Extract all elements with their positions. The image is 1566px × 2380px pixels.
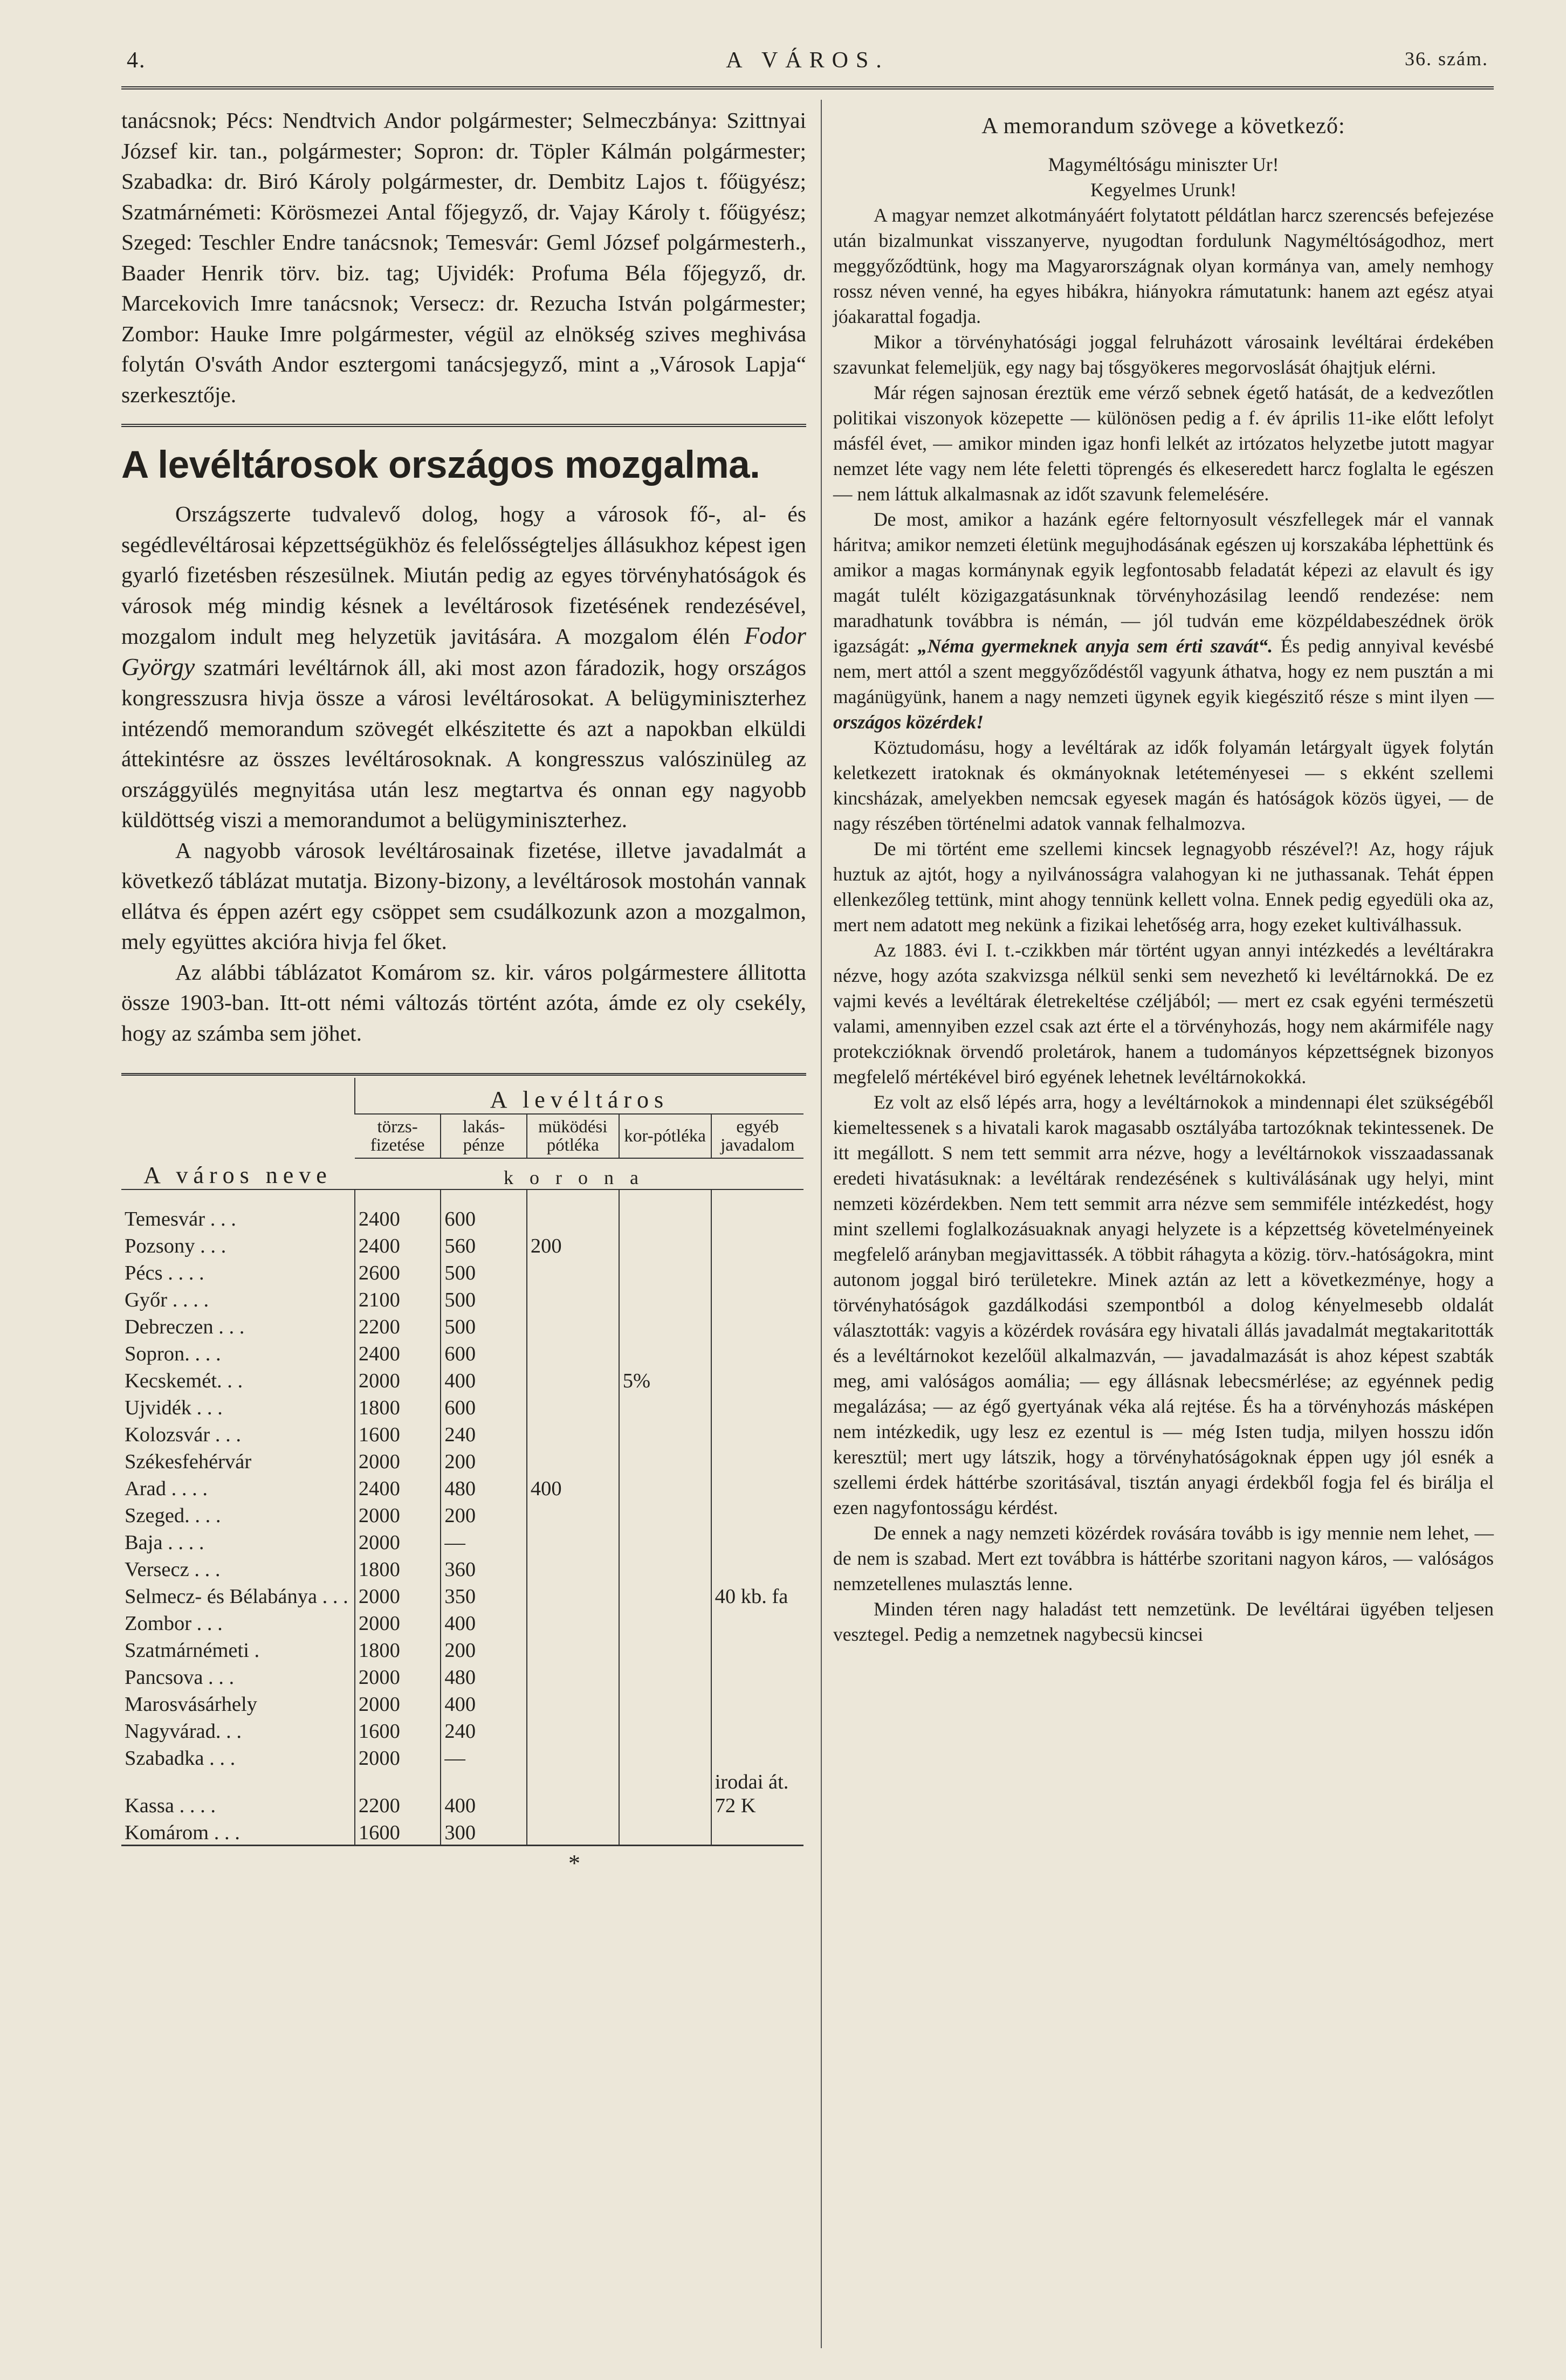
operating-cell	[527, 1285, 619, 1312]
housing-cell: 600	[441, 1339, 526, 1366]
city-cell: Kassa . . . .	[125, 1794, 216, 1817]
base-salary-cell: 2600	[355, 1258, 441, 1285]
table-row	[121, 1231, 803, 1258]
age-bonus-cell	[619, 1818, 711, 1845]
table-row	[121, 1635, 803, 1662]
table-row	[121, 1662, 803, 1689]
base-salary-cell: 1600	[355, 1420, 441, 1447]
other-income-cell: 40 kb. fa	[711, 1581, 803, 1608]
base-salary-cell: 1800	[355, 1635, 441, 1662]
table-row	[121, 1528, 803, 1554]
other-income-cell	[711, 1662, 803, 1689]
city-cell: Pancsova . . .	[125, 1666, 235, 1689]
table-row	[121, 1285, 803, 1312]
right-column	[833, 113, 1494, 1647]
salutation-1: Magyméltóságu miniszter Ur!	[1048, 154, 1279, 175]
column-divider	[821, 100, 822, 2348]
city-cell: Zombor . . .	[125, 1612, 223, 1635]
housing-cell: 300	[441, 1818, 526, 1845]
housing-cell: 400	[441, 1366, 526, 1393]
p1-text-b: szatmári levéltárnok áll, aki most azon fáradozik, hogy országos kongresszusra hivja össze a városi levéltárosokat. A belügyminiszterhez intézendő memorandum szövegét elkészitette és azt a napokban elküldi áttekintésre az összes levéltárosoknak. A kongresszus valószinüleg az országgyülés megnyitása után lesz megtartva és onnan egy nagyobb küldöttség viszi a memorandumot a belügyminiszterhez.	[121, 655, 806, 832]
age-bonus-cell	[619, 1689, 711, 1716]
page-number: 4.	[127, 48, 146, 73]
city-cell: Kecskemét. . .	[125, 1370, 243, 1392]
issue-number: 36. szám.	[1405, 48, 1488, 70]
table-row	[121, 1189, 803, 1231]
base-salary-cell: 2100	[355, 1285, 441, 1312]
table-row	[121, 1501, 803, 1528]
operating-cell	[527, 1366, 619, 1393]
person-name: Fodor György	[121, 622, 806, 680]
table-row	[121, 1312, 803, 1339]
table-row	[121, 1770, 803, 1818]
operating-cell	[527, 1689, 619, 1716]
city-cell: Arad . . . .	[125, 1477, 208, 1500]
table-bottom-rule	[121, 1845, 803, 1846]
age-bonus-cell	[619, 1258, 711, 1285]
age-bonus-cell	[619, 1635, 711, 1662]
city-cell: Selmecz- és Bélabánya . . .	[125, 1585, 348, 1608]
memo-paragraph-7: Az 1883. évi I. t.-czikkben már történt ugyan annyi intézkedés a levéltárakra nézve, hogy azóta szakvizsga nélkül senki sem nevezhető ki levéltárnokká. De ez vajmi kevés a levéltárak életrekeltése czéljából; — mert ez csak egyéni természetü valami, amennyiben ezzel csak azt érte el a törvényhozás, hogy nem akármiféle nagy protekczióknak örvendő proletárok, hanem a tudományos képzettségnek bizonyos megfelelő mértékével biró egyének lehetnek levéltárnokokká.	[833, 939, 1494, 1088]
housing-cell: 480	[441, 1474, 526, 1501]
city-cell: Szeged. . . .	[125, 1504, 221, 1527]
housing-cell: 240	[441, 1420, 526, 1447]
housing-cell: 500	[441, 1258, 526, 1285]
base-salary-cell: 1800	[355, 1393, 441, 1420]
base-salary-cell: 2000	[355, 1608, 441, 1635]
memo-paragraph-10: Minden téren nagy haladást tett nemzetünk. De levéltárai ügyében teljesen vesztegel. Pedig a nemzetnek nagybecsü kincsei	[833, 1598, 1494, 1645]
other-income-cell	[711, 1189, 803, 1231]
p4-text-a: De most, amikor a hazánk egére feltornyosult vészfellegek már el vannak háritva; amikor nemzeti életünk megujhodásának egészen uj korszakába léphettünk és amikor a magas kormánynak egyik legfontosabb feladatát képezi az elavult és igy magát tulélt közigazgatásunknak törvényhozásilag leendő rendezése: nem maradhatunk továbbra is némán, — jól tudván eme közpéldabeszédnek örök igazságát:	[833, 508, 1494, 657]
memorandum-body	[833, 152, 1494, 1647]
city-cell: Sopron. . . .	[125, 1343, 221, 1365]
journal-title: A VÁROS.	[726, 48, 889, 73]
base-salary-cell: 2400	[355, 1231, 441, 1258]
operating-cell	[527, 1743, 619, 1770]
housing-cell: 600	[441, 1189, 526, 1231]
housing-cell: 560	[441, 1231, 526, 1258]
memo-paragraph-5: Köztudomásu, hogy a levéltárak az idők folyamán letárgyalt ügyek folytán keletkezett iratoknak és okmányoknak letéteményesei — s ekként szellemi kincsházak, amelyekben nemcsak egyesek magán és hatóságok közös ügyei, — de nagy részében történelmi adatok vannak felhalmozva.	[833, 737, 1494, 834]
base-salary-cell: 1800	[355, 1554, 441, 1581]
memo-paragraph-1: A magyar nemzet alkotmányáért folytatott példátlan harcz szerencsés befejezése után bizalmunkat visszanyerve, nyugodtan fordulunk Nagyméltóságodhoz, mert meggyőződtünk, hogy ma Magyarországnak olyan kormánya van, amely nemhogy rossz néven venné, ha egyes hibákra, hiányokra rámutatunk: hanem azt egész atyai jóakarattal fogadja.	[833, 204, 1494, 327]
housing-cell: 200	[441, 1447, 526, 1474]
table-body	[121, 1189, 803, 1845]
footer-mark: *	[568, 1850, 580, 1876]
operating-cell	[527, 1770, 619, 1818]
city-cell: Temesvár . . .	[125, 1208, 236, 1230]
table-row	[121, 1554, 803, 1581]
city-cell: Baja . . . .	[125, 1531, 204, 1554]
city-cell: Pozsony . . .	[125, 1235, 226, 1257]
p1-text-a: Országszerte tudvalevő dolog, hogy a városok fő-, al- és segédlevéltárosai képzettségükhöz és felelősségteljes állásukhoz képest igen gyarló fizetésben részesülnek. Miután pedig az egyes törvényhatóságok és városok még mindig késnek a levéltárosok fizetésének rendezésével, mozgalom indult meg helyzetük javitására. A mozgalom élén	[121, 501, 806, 649]
unit-header: korona	[355, 1158, 803, 1189]
operating-cell	[527, 1312, 619, 1339]
housing-cell: 240	[441, 1716, 526, 1743]
table-row	[121, 1339, 803, 1366]
base-salary-cell: 2400	[355, 1339, 441, 1366]
other-income-cell	[711, 1339, 803, 1366]
city-column-header: A város neve	[121, 1078, 355, 1189]
age-bonus-cell	[619, 1770, 711, 1818]
table-row	[121, 1258, 803, 1285]
age-bonus-cell	[619, 1474, 711, 1501]
housing-cell: 400	[441, 1770, 526, 1818]
operating-cell	[527, 1447, 619, 1474]
article-paragraph-2: A nagyobb városok levéltárosainak fizetése, illetve javadalmát a következő táblázat mutatja. Bizony-bizony, a levéltárosok mostohán vannak ellátva és éppen azért egy csöppet sem csudálkozunk azon a mozgalmon, mely együttes akcióra hivja fel őket.	[121, 837, 806, 954]
city-cell: Győr . . . .	[125, 1289, 209, 1311]
salary-table	[121, 1078, 803, 1845]
base-salary-cell: 2400	[355, 1189, 441, 1231]
memo-paragraph-6: De mi történt eme szellemi kincsek legnagyobb részével?! Az, hogy rájuk huztuk az ajtót, hogy a nyilvánosságra valahogyan ki ne juthassanak. Tehát éppen ellenkezőleg tettünk, mint ahogy tennünk kellett volna. Ennek pedig egyedüli oka az, mert nem adatott meg nekünk a fizikai lehetőség arra, hogy ezeket kultiválhassuk.	[833, 838, 1494, 936]
housing-cell: —	[441, 1743, 526, 1770]
other-income-cell	[711, 1716, 803, 1743]
city-cell: Pécs . . . .	[125, 1262, 204, 1284]
header-rule	[121, 86, 1494, 90]
other-income-cell	[711, 1554, 803, 1581]
city-cell: Marosvásárhely	[125, 1693, 257, 1716]
housing-cell: 600	[441, 1393, 526, 1420]
age-bonus-cell	[619, 1231, 711, 1258]
col-header-base-salary: törzs-fizetése	[355, 1114, 441, 1158]
age-bonus-cell	[619, 1285, 711, 1312]
age-bonus-cell	[619, 1716, 711, 1743]
running-head	[127, 47, 1488, 85]
article-paragraph-3: Az alábbi táblázatot Komárom sz. kir. város polgármestere állitotta össze 1903-ban. Itt-ott némi változás történt azóta, ámde ez oly csekély, hogy az számba sem jöhet.	[121, 959, 806, 1045]
city-cell: Versecz . . .	[125, 1558, 221, 1581]
age-bonus-cell	[619, 1189, 711, 1231]
city-cell: Nagyvárad. . .	[125, 1720, 242, 1743]
other-income-cell	[711, 1528, 803, 1554]
housing-cell: 360	[441, 1554, 526, 1581]
col-header-housing: lakás-pénze	[441, 1114, 526, 1158]
memorandum-heading: A memorandum szövege a következő:	[981, 114, 1345, 139]
memo-paragraph-8: Ez volt az első lépés arra, hogy a levéltárnokok a mindennapi élet szükségéből kiemeltessenek s a hivatali karok magasabb osztályába tartozóknak tekintessenek. De itt megállott. S nem tett semmit arra nézve, hogy a levéltárnokok visszaadassanak eredeti hivatásuknak: a levéltárak rendezésének s kultiválásának ugy helyi, mint nemzeti közérdekben. Nem tett semmit arra nézve sem semmiféle intézkedést, hogy mint szellemi foglalkozásuaknak anyagi helyzete is a képzettség követelményeinek megfelelő arányban megjavittassék. A többit ráhagyta a közig. törv.-hatóságokra, mint autonom joggal biró területekre. Minek aztán az lett a következménye, hogy a törvényhatóságok gazdálkodási szempontból a dolog kényelmesebb oldalát választották: vagyis a közérdek rovására egy hivatali állás javadalmát megtakaritották és a levéltárnokot kezelőül alkalmazván, — javadalmazását is ahoz képest szabták meg, ami valóságos aomália; — egy állásnak lebecsmérlése; az egyénnek pedig megalázása; — az égő gyertyának véka alá rejtése. És ha a törvényhozás másképen nem intézkedik, ugy lesz ez ezentul is — még Isten tudja, milyen hosszu időn keresztül; mert ugy látszik, hogy a törvényhatóságoknak éppen ugy jól esnék a szellemi érdek háttérbe szoritásával, tisztán anyagi érdekből fogja fel és birálja el ezen nagyfontosságu kérdést.	[833, 1091, 1494, 1518]
age-bonus-cell	[619, 1743, 711, 1770]
age-bonus-cell	[619, 1608, 711, 1635]
table-row	[121, 1420, 803, 1447]
city-cell: Szatmárnémeti .	[125, 1639, 260, 1662]
age-bonus-cell	[619, 1581, 711, 1608]
housing-cell: 350	[441, 1581, 526, 1608]
table-top-rule	[121, 1073, 806, 1076]
article-headline: A levéltárosok országos mozgalma.	[121, 444, 760, 486]
base-salary-cell: 2000	[355, 1366, 441, 1393]
age-bonus-cell: 5%	[619, 1366, 711, 1393]
table-row	[121, 1743, 803, 1770]
memo-paragraph-4	[833, 507, 1494, 735]
age-bonus-cell	[619, 1528, 711, 1554]
city-cell: Kolozsvár . . .	[125, 1423, 241, 1446]
salary-table-wrapper	[121, 1073, 806, 1877]
age-bonus-cell	[619, 1339, 711, 1366]
table-row	[121, 1393, 803, 1420]
operating-cell	[527, 1393, 619, 1420]
operating-cell	[527, 1554, 619, 1581]
city-cell: Debreczen . . .	[125, 1316, 245, 1338]
table-row	[121, 1608, 803, 1635]
age-bonus-cell	[619, 1420, 711, 1447]
emphasis-national-interest: országos közérdek!	[833, 711, 984, 733]
table-row	[121, 1818, 803, 1845]
operating-cell	[527, 1339, 619, 1366]
memo-paragraph-2: Mikor a törvényhatósági joggal felruházott városaink levéltárai érdekében szavunkat felemeljük, egy nagy baj tősgyökeres megorvoslását óhajtjuk elérni.	[833, 331, 1494, 378]
age-bonus-cell	[619, 1393, 711, 1420]
housing-cell: 200	[441, 1501, 526, 1528]
housing-cell: 480	[441, 1662, 526, 1689]
table-row	[121, 1447, 803, 1474]
operating-cell	[527, 1258, 619, 1285]
col-header-age: kor-pótléka	[619, 1114, 711, 1158]
other-income-cell	[711, 1474, 803, 1501]
table-row	[121, 1366, 803, 1393]
city-cell: Szabadka . . .	[125, 1747, 236, 1770]
operating-cell	[527, 1608, 619, 1635]
other-income-cell	[711, 1501, 803, 1528]
base-salary-cell: 2200	[355, 1770, 441, 1818]
base-salary-cell: 2000	[355, 1743, 441, 1770]
housing-cell: 500	[441, 1312, 526, 1339]
housing-cell: 500	[441, 1285, 526, 1312]
other-income-cell	[711, 1635, 803, 1662]
base-salary-cell: 2400	[355, 1474, 441, 1501]
age-bonus-cell	[619, 1447, 711, 1474]
base-salary-cell: 1600	[355, 1818, 441, 1845]
housing-cell: 400	[441, 1608, 526, 1635]
proverb-quote: „Néma gyermeknek anyja sem érti szavát“.	[917, 635, 1273, 657]
city-cell: Ujvidék . . .	[125, 1397, 223, 1419]
housing-cell: 200	[441, 1635, 526, 1662]
group-header: A levéltáros	[355, 1078, 803, 1114]
table-row	[121, 1689, 803, 1716]
operating-cell	[527, 1581, 619, 1608]
housing-cell: 400	[441, 1689, 526, 1716]
base-salary-cell: 2000	[355, 1662, 441, 1689]
col-header-other: egyéb javadalom	[711, 1114, 803, 1158]
operating-cell	[527, 1818, 619, 1845]
other-income-cell	[711, 1420, 803, 1447]
base-salary-cell: 2000	[355, 1581, 441, 1608]
col-header-operating: müködési pótléka	[527, 1114, 619, 1158]
base-salary-cell: 1600	[355, 1716, 441, 1743]
age-bonus-cell	[619, 1662, 711, 1689]
table-row	[121, 1474, 803, 1501]
section-rule	[121, 424, 806, 427]
operating-cell	[527, 1528, 619, 1554]
other-income-cell	[711, 1689, 803, 1716]
city-cell: Székesfehérvár	[125, 1450, 252, 1473]
memo-paragraph-9: De ennek a nagy nemzeti közérdek rovására tovább is igy mennie nem lehet, — de nem is szabad. Mert ezt továbbra is háttérbe szoritani nagyon káros, — valóságos nemzetellenes mulasztás lenne.	[833, 1522, 1494, 1594]
other-income-cell	[711, 1366, 803, 1393]
age-bonus-cell	[619, 1501, 711, 1528]
operating-cell	[527, 1716, 619, 1743]
other-income-cell	[711, 1608, 803, 1635]
housing-cell: —	[441, 1528, 526, 1554]
left-column	[121, 105, 806, 1877]
other-income-cell	[711, 1258, 803, 1285]
operating-cell	[527, 1635, 619, 1662]
salutation-2: Kegyelmes Urunk!	[1090, 179, 1237, 201]
other-income-cell	[711, 1393, 803, 1420]
other-income-cell: irodai át. 72 K	[711, 1770, 803, 1818]
table-row	[121, 1716, 803, 1743]
operating-cell	[527, 1662, 619, 1689]
base-salary-cell: 2000	[355, 1447, 441, 1474]
base-salary-cell: 2000	[355, 1501, 441, 1528]
other-income-cell	[711, 1447, 803, 1474]
operating-cell	[527, 1501, 619, 1528]
intro-paragraph: tanácsnok; Pécs: Nendtvich Andor polgármester; Selmeczbánya: Szittnyai József kir. tan., polgármester; Sopron: dr. Töpler Kálmán polgármester; Szabadka: dr. Biró Károly polgármester, dr. Dembitz Lajos t. főügyész; Szatmárnémeti: Körösmezei Antal főjegyző, dr. Vajay Károly t. főügyész; Szeged: Teschler Endre tanácsnok; Temesvár: Geml József polgármesterh., Baader Henrik törv. biz. tag; Ujvidék: Profuma Béla főjegyző, dr. Marcekovich Imre tanácsnok; Versecz: dr. Rezucha István polgármester; Zombor: Hauke Imre polgármester, végül az elnökség szives meghivása folytán O'sváth Andor esztergomi tanácsjegyző, mint a „Városok Lapja“ szerkesztője.	[121, 108, 806, 407]
p4-text-b: És pedig annyival kevésbé nem, mert attól a szent meggyőződéstől vagyunk áthatva, hogy ez nem pusztán a mi magánügyünk, hanem a nagy nemzeti ügynek egyik kiegészitő része s mint ilyen —	[833, 635, 1494, 707]
base-salary-cell: 2000	[355, 1528, 441, 1554]
operating-cell: 400	[527, 1474, 619, 1501]
city-cell: Komárom . . .	[125, 1821, 240, 1844]
other-income-cell	[711, 1312, 803, 1339]
table-row	[121, 1581, 803, 1608]
other-income-cell	[711, 1818, 803, 1845]
other-income-cell	[711, 1743, 803, 1770]
memo-paragraph-3: Már régen sajnosan éreztük eme vérző sebnek égető hatását, de a kedvezőtlen politikai viszonyok közepette — különösen pedig a f. év április 11-ike előtt lefolyt másfél évet, — amikor minden igaz honfi lelkét az irtózatos helyzetbe jutott magyar nemzet léte vagy nem léte feletti töprengés és elkeseredett harcz foglalta le egészen — nem láttuk alkalmasnak az időt szavunk felemelésére.	[833, 382, 1494, 505]
age-bonus-cell	[619, 1554, 711, 1581]
base-salary-cell: 2000	[355, 1689, 441, 1716]
operating-cell: 200	[527, 1231, 619, 1258]
article-body	[121, 499, 806, 1048]
operating-cell	[527, 1189, 619, 1231]
article-paragraph-1	[121, 499, 806, 835]
age-bonus-cell	[619, 1312, 711, 1339]
other-income-cell	[711, 1231, 803, 1258]
other-income-cell	[711, 1285, 803, 1312]
base-salary-cell: 2200	[355, 1312, 441, 1339]
operating-cell	[527, 1420, 619, 1447]
